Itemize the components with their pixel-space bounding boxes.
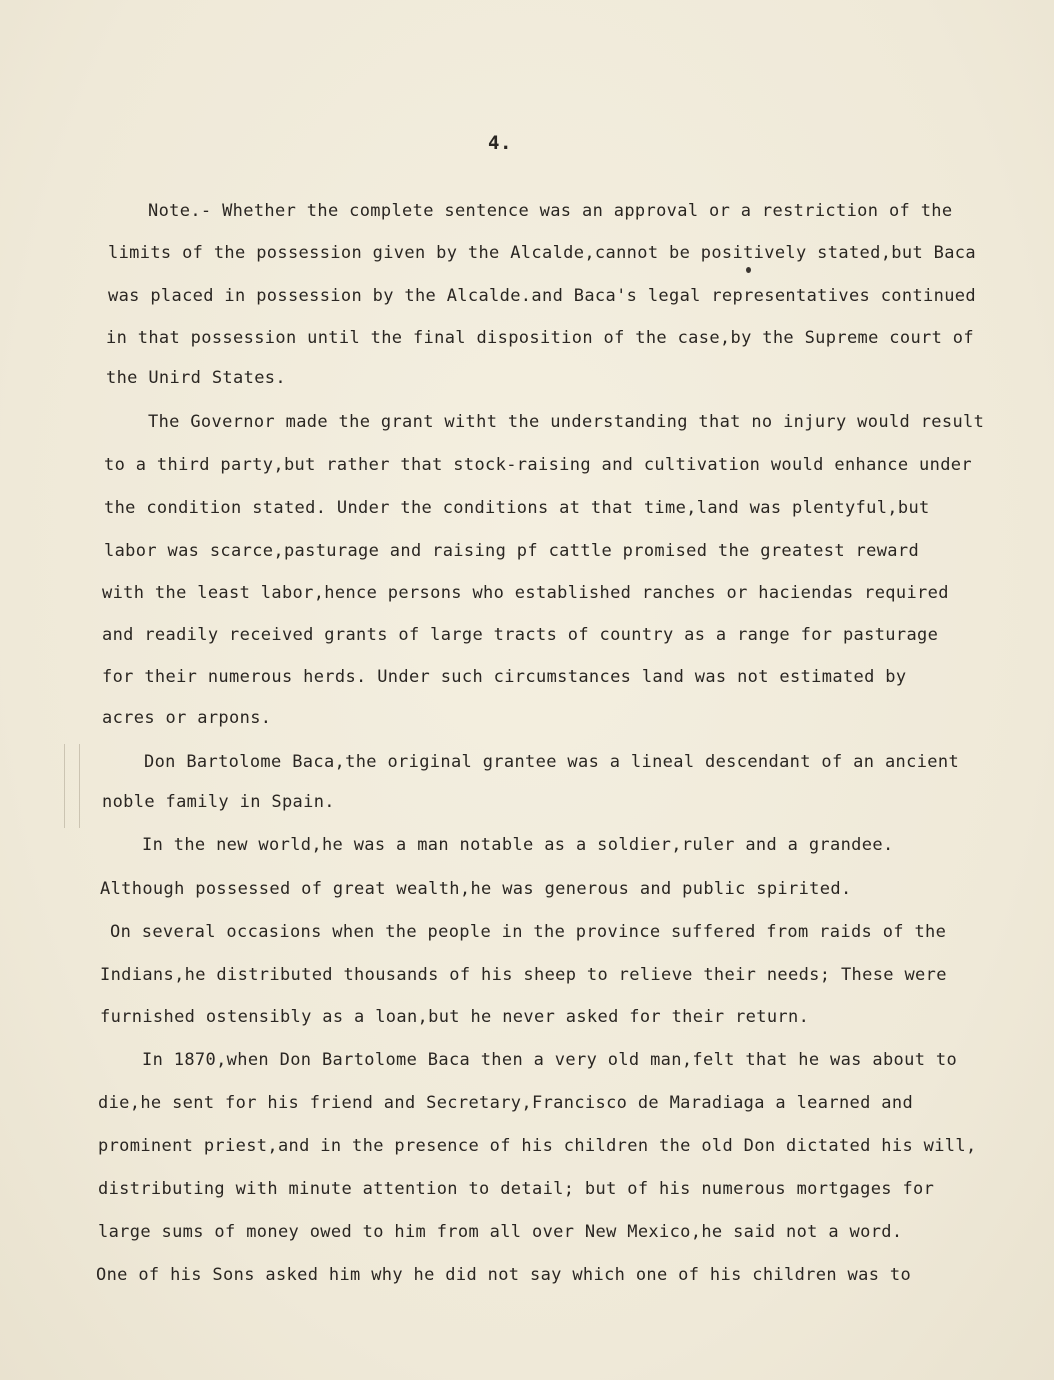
text-line: One of his Sons asked him why he did not say which one of his children was to [96,1265,912,1285]
text-line: Note.- Whether the complete sentence was an approval or a restriction of the [148,201,953,221]
text-line: The Governor made the grant witht the understanding that no injury would result [148,412,985,432]
text-line: limits of the possession given by the Alcalde,cannot be positively stated,but Baca [108,243,976,263]
text-line: die,he sent for his friend and Secretary,Francisco de Maradiaga a learned and [98,1093,914,1113]
page-number: 4. [488,132,512,154]
text-line: furnished ostensibly as a loan,but he never asked for their return. [100,1007,810,1027]
text-line: Indians,he distributed thousands of his sheep to relieve their needs; These were [100,965,947,985]
text-line: was placed in possession by the Alcalde.and Baca's legal representatives continued [108,286,976,306]
text-line: in that possession until the final disposition of the case,by the Supreme court of [106,328,974,348]
text-line: for their numerous herds. Under such circumstances land was not estimated by [102,667,907,687]
text-line: labor was scarce,pasturage and raising pf cattle promised the greatest reward [104,541,920,561]
text-line: distributing with minute attention to detail; but of his numerous mortgages for [98,1179,935,1199]
text-line: prominent priest,and in the presence of his children the old Don dictated his will, [98,1136,977,1156]
text-line: to a third party,but rather that stock-raising and cultivation would enhance under [104,455,972,475]
text-line: large sums of money owed to him from all over New Mexico,he said not a word. [98,1222,903,1242]
text-line: On several occasions when the people in the province suffered from raids of the [110,922,947,942]
text-line: the Unird States. [106,368,286,388]
text-line: In 1870,when Don Bartolome Baca then a very old man,felt that he was about to [142,1050,958,1070]
text-line: and readily received grants of large tracts of country as a range for pasturage [102,625,939,645]
text-line: with the least labor,hence persons who established ranches or haciendas required [102,583,949,603]
text-line: acres or arpons. [102,708,272,728]
text-line: the condition stated. Under the conditions at that time,land was plentyful,but [104,498,930,518]
ink-speck [746,267,751,273]
text-line: noble family in Spain. [102,792,335,812]
text-line: In the new world,he was a man notable as a soldier,ruler and a grandee. [142,835,894,855]
text-line: Although possessed of great wealth,he was generous and public spirited. [100,879,852,899]
text-line: Don Bartolome Baca,the original grantee was a lineal descendant of an ancient [144,752,960,772]
margin-mark [64,744,80,828]
